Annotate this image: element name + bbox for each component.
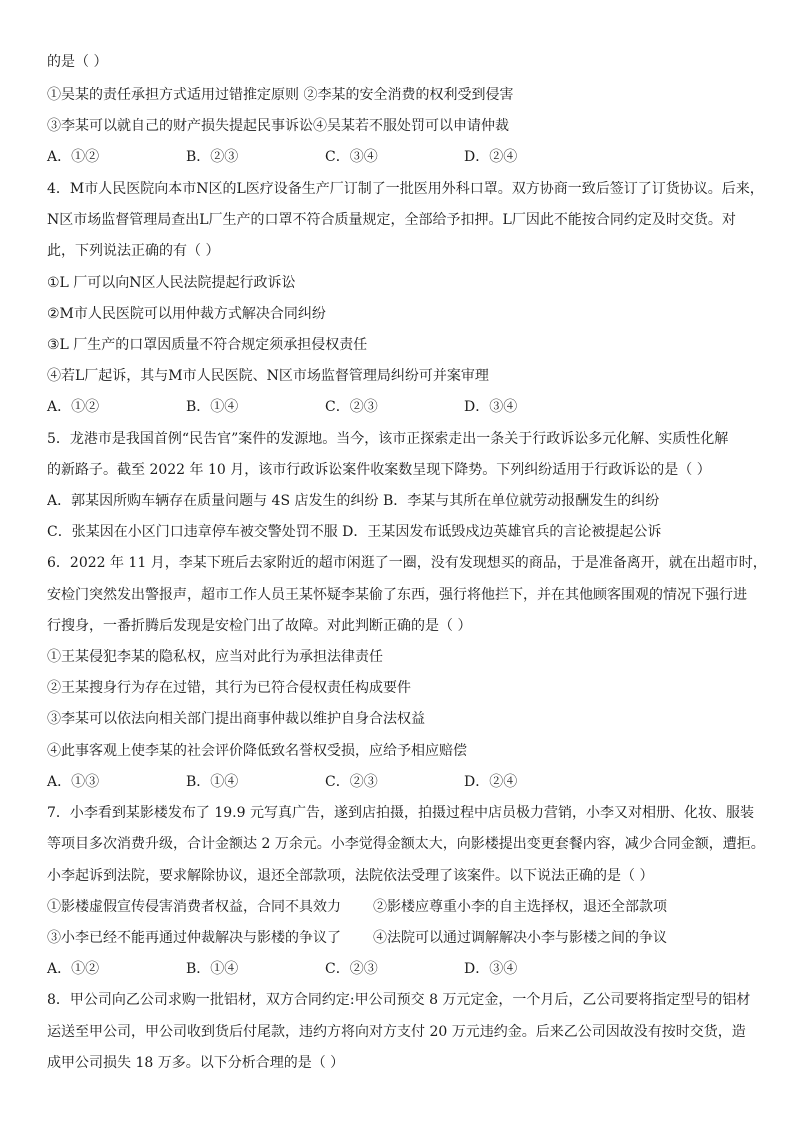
q4-statement-2: ②M市人民医院可以用仲裁方式解决合同纠纷 xyxy=(47,306,326,322)
q6-statement-3: ③李某可以依法向相关部门提出商事仲裁以维护自身合法权益 xyxy=(47,711,425,727)
q5-stem-line-1: 5．龙港市是我国首例“民告官”案件的发源地。当今，该市正探索走出一条关于行政诉讼多元化解、实质性化解 xyxy=(47,431,729,447)
q7-statements-row-1 xyxy=(47,897,767,917)
q6-option-b: B．①④ xyxy=(186,774,239,790)
q3-statement-2: ③李某可以就自己的财产损失提起民事诉讼④吴某若不服处罚可以申请仲裁 xyxy=(47,118,509,134)
q7-option-b: B．①④ xyxy=(186,961,239,977)
q6-statement-4: ④此事客观上使李某的社会评价降低致名誉权受损，应给予相应赔偿 xyxy=(47,743,467,759)
q8-stem-line-3: 成甲公司损失 18 万多。以下分析合理的是（ ） xyxy=(47,1055,345,1071)
q4-option-d: D．③④ xyxy=(464,399,518,415)
q7-options xyxy=(47,959,747,979)
q7-statement-3: ③小李已经不能再通过仲裁解决与影楼的争议了 xyxy=(47,930,341,946)
q5-options-line-2: C．张某因在小区门口违章停车被交警处罚不服 D．王某因发布诋毁戍边英雄官兵的言论被提起公诉 xyxy=(47,524,662,540)
q6-stem-line-3: 行搜身，一番折腾后发现是安检门出了故障。对此判断正确的是（ ） xyxy=(47,618,472,634)
q8-stem-line-2: 运送至甲公司，甲公司收到货后付尾款，违约方将向对方支付 20 万元违约金。后来乙公司因故没有按时交货，造 xyxy=(47,1024,746,1040)
q7-stem-line-1: 7．小李看到某影楼发布了 19.9 元写真广告，遂到店拍摄，拍摄过程中店员极力营销，小李又对相册、化妆、服装 xyxy=(47,805,754,821)
q7-statement-4: ④法院可以通过调解解决小李与影楼之间的争议 xyxy=(373,930,667,946)
q7-option-d: D．③④ xyxy=(464,961,518,977)
q3-option-b: B．②③ xyxy=(186,149,239,165)
q3-option-a: A．①② xyxy=(47,149,100,165)
q4-stem-line-3: 此，下列说法正确的有（ ） xyxy=(47,243,220,259)
q7-statements-row-2 xyxy=(47,928,767,948)
q6-statement-2: ②王某搜身行为存在过错，其行为已符合侵权责任构成要件 xyxy=(47,680,411,696)
q3-options xyxy=(47,147,747,167)
q4-options xyxy=(47,397,747,417)
q5-options-line-1: A．郭某因所购车辆存在质量问题与 4S 店发生的纠纷 B．李某与其所在单位就劳动报酬发生的纠纷 xyxy=(47,493,660,509)
q7-stem-line-3: 小李起诉到法院，要求解除协议，退还全部款项，法院依法受理了该案件。以下说法正确的是（ ） xyxy=(47,868,654,884)
q3-statement-1: ①吴某的责任承担方式适用过错推定原则 ②李某的安全消费的权利受到侵害 xyxy=(47,87,514,103)
q6-option-d: D．②④ xyxy=(464,774,518,790)
q4-option-b: B．①④ xyxy=(186,399,239,415)
q4-statement-3: ③L 厂生产的口罩因质量不符合规定须承担侵权责任 xyxy=(47,337,368,353)
q6-option-c: C．②③ xyxy=(325,774,378,790)
q7-option-a: A．①② xyxy=(47,961,100,977)
q7-stem-line-2: 等项目多次消费升级，合计金额达 2 万余元。小李觉得金额太大，向影楼提出变更套餐内容，减少合同金额，遭拒。 xyxy=(47,836,765,852)
q6-options xyxy=(47,772,747,792)
q7-option-c: C．②③ xyxy=(325,961,378,977)
q5-stem-line-2: 的新路子。截至 2022 年 10 月，该市行政诉讼案件收案数呈现下降势。下列纠纷适用于行政诉讼的是（ ） xyxy=(47,462,711,478)
q4-stem-line-2: N区市场监督管理局查出L厂生产的口罩不符合质量规定，全部给予扣押。L厂因此不能按合同约定及时交货。对 xyxy=(47,212,736,228)
q6-statement-1: ①王某侵犯李某的隐私权，应当对此行为承担法律责任 xyxy=(47,649,383,665)
q3-prefix: 的是（ ） xyxy=(47,54,108,70)
q4-statement-1: ①L 厂可以向N区人民法院提起行政诉讼 xyxy=(47,275,296,291)
q6-stem-line-2: 安检门突然发出警报声，超市工作人员王某怀疑李某偷了东西，强行将他拦下，并在其他顾客围观的情况下强行进 xyxy=(47,587,747,603)
q7-statement-1: ①影楼虚假宣传侵害消费者权益，合同不具效力 xyxy=(47,899,341,915)
q4-statement-4: ④若L厂起诉，其与M市人民医院、N区市场监督管理局纠纷可并案审理 xyxy=(47,368,489,384)
q6-stem-line-1: 6．2022 年 11 月，李某下班后去家附近的超市闲逛了一圈，没有发现想买的商品，于是准备离开，就在出超市时， xyxy=(47,555,767,571)
q4-option-a: A．①② xyxy=(47,399,100,415)
q6-option-a: A．①③ xyxy=(47,774,100,790)
q3-option-d: D．②④ xyxy=(464,149,518,165)
q8-stem-line-1: 8．甲公司向乙公司求购一批铝材，双方合同约定:甲公司预交 8 万元定金，一个月后，乙公司要将指定型号的铝材 xyxy=(47,992,751,1008)
q7-statement-2: ②影楼应尊重小李的自主选择权，退还全部款项 xyxy=(373,899,667,915)
q3-option-c: C．③④ xyxy=(325,149,378,165)
q4-stem-line-1: 4．M市人民医院向本市N区的L医疗设备生产厂订制了一批医用外科口罩。双方协商一致后签订了订货协议。后来， xyxy=(47,181,764,197)
q4-option-c: C．②③ xyxy=(325,399,378,415)
